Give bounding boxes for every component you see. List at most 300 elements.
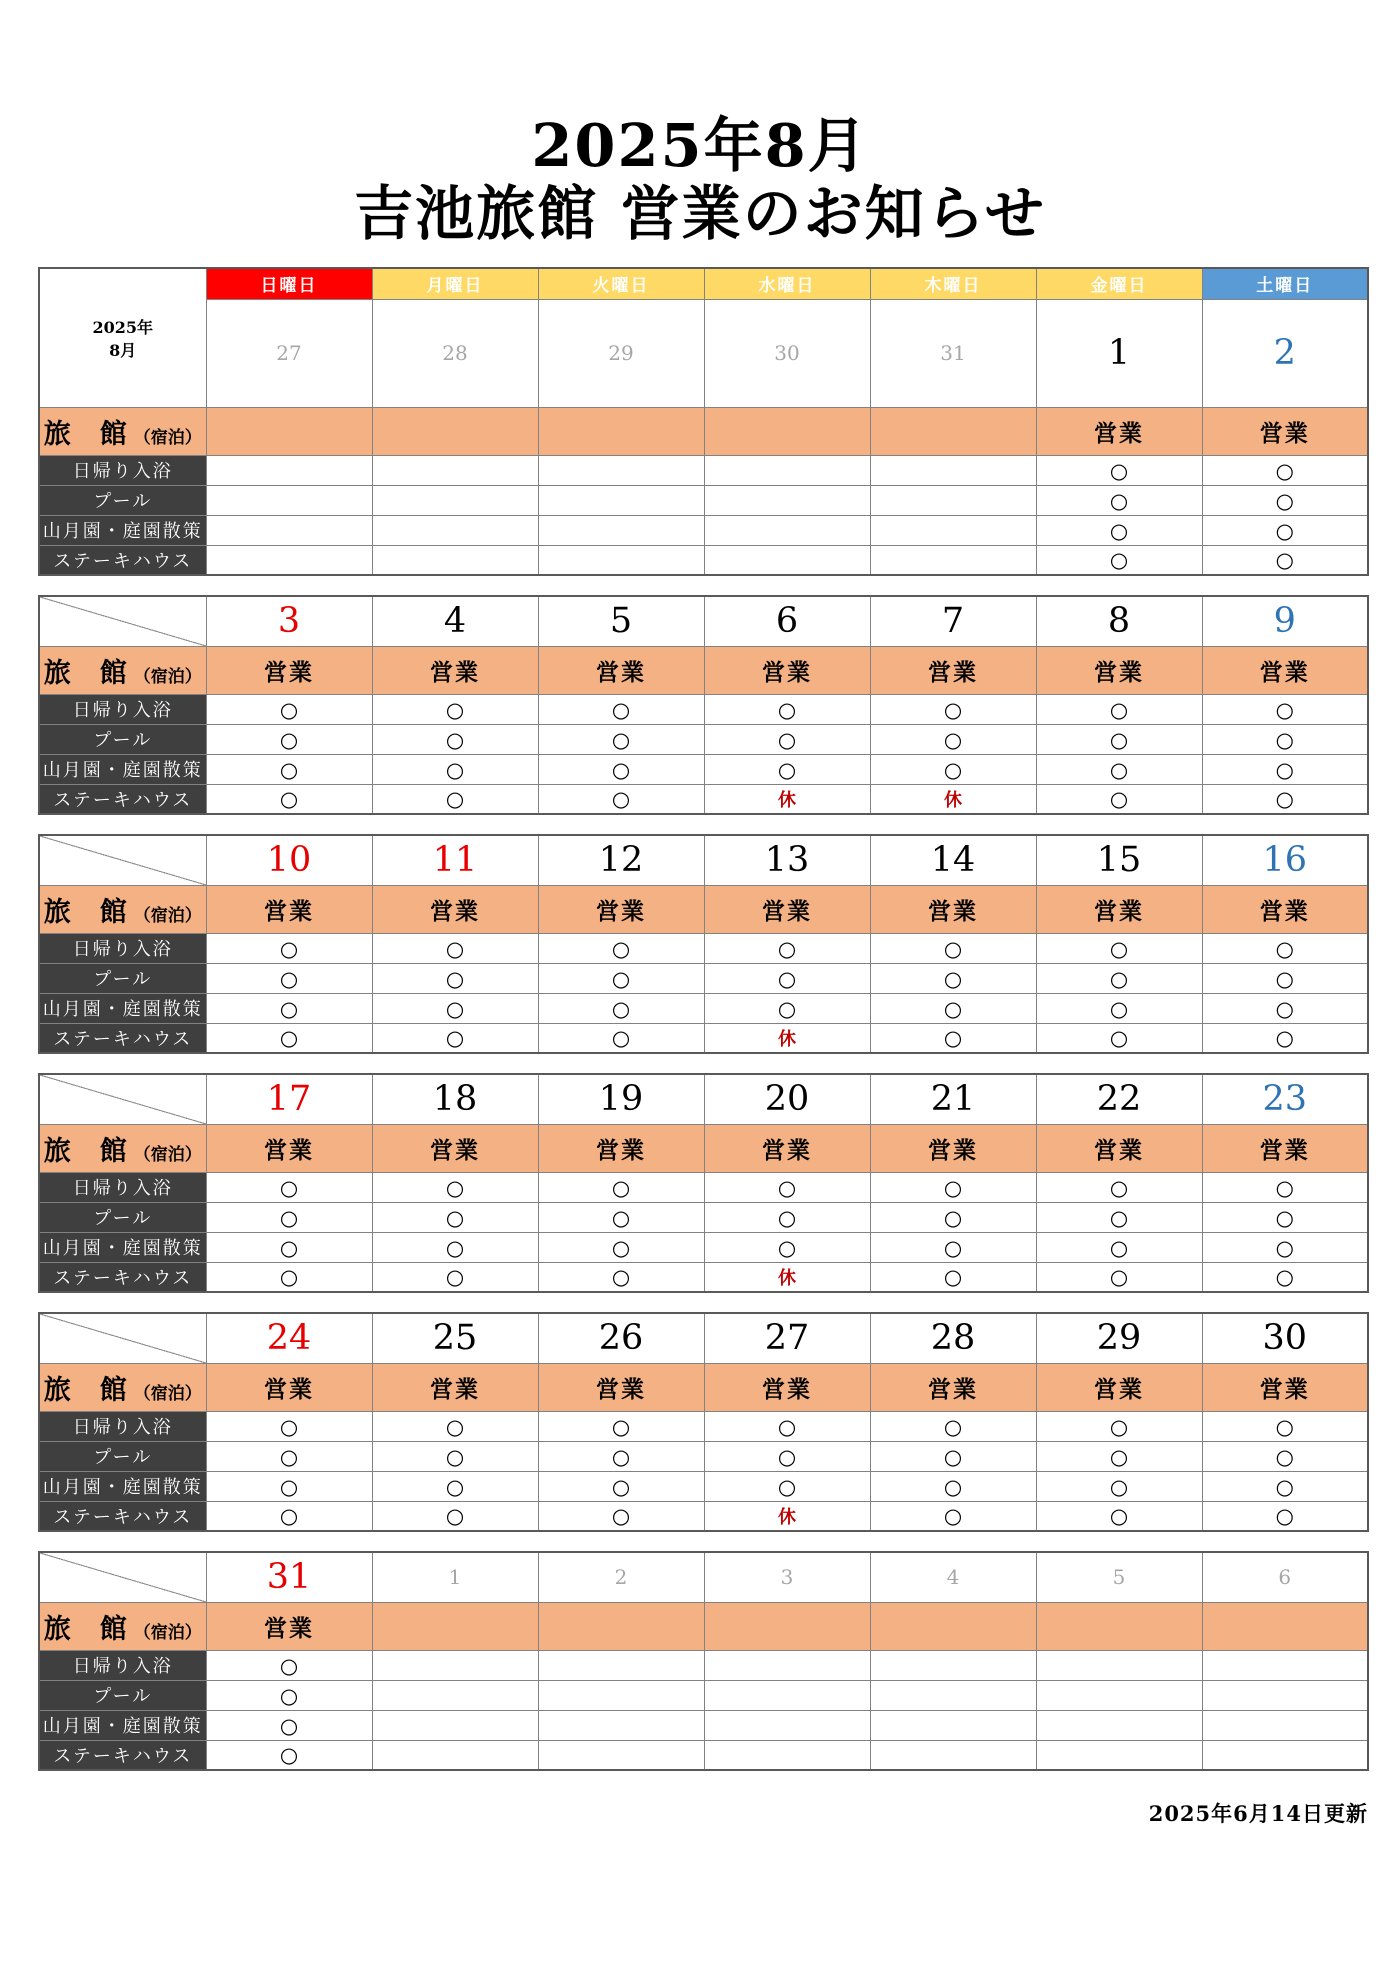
facility-row-1 bbox=[39, 1172, 1368, 1202]
corner-diagonal-cell bbox=[39, 596, 206, 646]
facility-row-4 bbox=[39, 1501, 1368, 1531]
date-cell: 6 bbox=[704, 596, 870, 646]
facility-row-4 bbox=[39, 784, 1368, 814]
ryokan-status-cell: 営業 bbox=[1036, 1363, 1202, 1411]
facility-row-3 bbox=[39, 1710, 1368, 1740]
week-block-4 bbox=[38, 1073, 1369, 1293]
facility-status-cell: ○ bbox=[206, 933, 372, 963]
ryokan-status-cell: 営業 bbox=[1202, 1124, 1368, 1172]
ryokan-label-main: 旅 館 bbox=[43, 1135, 128, 1167]
date-cell: 31 bbox=[870, 299, 1036, 407]
facility-status-cell: ○ bbox=[870, 754, 1036, 784]
facility-status-cell: ○ bbox=[870, 993, 1036, 1023]
date-cell: 4 bbox=[372, 596, 538, 646]
date-cell: 22 bbox=[1036, 1074, 1202, 1124]
facility-status-cell: ○ bbox=[538, 933, 704, 963]
date-cell: 28 bbox=[372, 299, 538, 407]
facility-row-label: プール bbox=[39, 485, 206, 515]
date-cell: 8 bbox=[1036, 596, 1202, 646]
facility-status-cell: ○ bbox=[372, 754, 538, 784]
date-cell: 18 bbox=[372, 1074, 538, 1124]
facility-status-cell: ○ bbox=[1202, 515, 1368, 545]
facility-row-4 bbox=[39, 1740, 1368, 1770]
date-cell: 14 bbox=[870, 835, 1036, 885]
facility-status-cell bbox=[704, 515, 870, 545]
facility-status-cell: ○ bbox=[870, 1232, 1036, 1262]
facility-status-cell: ○ bbox=[704, 993, 870, 1023]
year-label: 2025年 bbox=[92, 317, 154, 337]
date-cell: 23 bbox=[1202, 1074, 1368, 1124]
ryokan-status-cell: 営業 bbox=[1036, 407, 1202, 455]
facility-status-cell: ○ bbox=[538, 993, 704, 1023]
facility-status-cell: ○ bbox=[1202, 1232, 1368, 1262]
facility-status-cell: ○ bbox=[1036, 545, 1202, 575]
day-header-cell-4: 水曜日 bbox=[704, 268, 870, 299]
facility-row-1 bbox=[39, 455, 1368, 485]
ryokan-row-label bbox=[39, 885, 206, 933]
facility-status-cell: ○ bbox=[1036, 784, 1202, 814]
facility-status-cell: ○ bbox=[1036, 754, 1202, 784]
title-line-notice: 吉池旅館 営業のお知らせ bbox=[354, 179, 1046, 249]
date-cell: 7 bbox=[870, 596, 1036, 646]
facility-status-cell bbox=[1036, 1740, 1202, 1770]
facility-status-cell: ○ bbox=[538, 784, 704, 814]
facility-status-cell: ○ bbox=[704, 754, 870, 784]
facility-status-cell: ○ bbox=[1036, 1262, 1202, 1292]
facility-status-cell: ○ bbox=[372, 694, 538, 724]
facility-status-cell: ○ bbox=[206, 1262, 372, 1292]
facility-status-cell: ○ bbox=[206, 694, 372, 724]
facility-status-cell: ○ bbox=[1202, 1471, 1368, 1501]
facility-status-cell: ○ bbox=[206, 1441, 372, 1471]
date-cell: 27 bbox=[206, 299, 372, 407]
ryokan-status-cell: 営業 bbox=[1036, 646, 1202, 694]
date-cell: 19 bbox=[538, 1074, 704, 1124]
facility-status-cell bbox=[372, 1680, 538, 1710]
ryokan-status-cell: 営業 bbox=[704, 1363, 870, 1411]
facility-status-cell: ○ bbox=[206, 724, 372, 754]
facility-status-cell: ○ bbox=[538, 694, 704, 724]
facility-status-cell: ○ bbox=[206, 1471, 372, 1501]
facility-status-cell: ○ bbox=[1202, 1202, 1368, 1232]
facility-status-cell: ○ bbox=[372, 1262, 538, 1292]
facility-row-label: 日帰り入浴 bbox=[39, 933, 206, 963]
day-header-cell-2: 月曜日 bbox=[372, 268, 538, 299]
facility-row-3 bbox=[39, 515, 1368, 545]
facility-status-cell: ○ bbox=[870, 1023, 1036, 1053]
facility-status-cell: ○ bbox=[1036, 933, 1202, 963]
calendar-table-area bbox=[38, 267, 1370, 1790]
facility-status-cell: ○ bbox=[1036, 1172, 1202, 1202]
facility-status-cell bbox=[206, 485, 372, 515]
date-cell: 13 bbox=[704, 835, 870, 885]
facility-status-cell: ○ bbox=[372, 933, 538, 963]
date-cell: 29 bbox=[538, 299, 704, 407]
dates-row bbox=[39, 596, 1368, 646]
facility-row-label: プール bbox=[39, 1441, 206, 1471]
facility-status-cell bbox=[1202, 1650, 1368, 1680]
facility-status-cell bbox=[870, 515, 1036, 545]
facility-status-cell: ○ bbox=[1202, 1501, 1368, 1531]
ryokan-status-cell: 営業 bbox=[704, 646, 870, 694]
date-cell: 3 bbox=[206, 596, 372, 646]
ryokan-status-cell: 営業 bbox=[372, 1363, 538, 1411]
facility-row-label: ステーキハウス bbox=[39, 1740, 206, 1770]
date-cell: 5 bbox=[1036, 1552, 1202, 1602]
facility-status-cell: ○ bbox=[870, 1501, 1036, 1531]
ryokan-status-cell bbox=[870, 1602, 1036, 1650]
facility-status-cell: 休 bbox=[704, 784, 870, 814]
facility-status-cell: ○ bbox=[1036, 1232, 1202, 1262]
facility-row-label: ステーキハウス bbox=[39, 545, 206, 575]
facility-status-cell: ○ bbox=[372, 1232, 538, 1262]
ryokan-label-sub: （宿泊） bbox=[127, 427, 202, 448]
facility-status-cell: ○ bbox=[206, 963, 372, 993]
facility-status-cell: 休 bbox=[704, 1023, 870, 1053]
facility-status-cell bbox=[870, 1710, 1036, 1740]
facility-row-label: 山月園・庭園散策 bbox=[39, 1471, 206, 1501]
facility-status-cell: ○ bbox=[372, 1023, 538, 1053]
ryokan-label-main: 旅 館 bbox=[43, 896, 128, 928]
ryokan-status-cell bbox=[538, 1602, 704, 1650]
ryokan-status-cell: 営業 bbox=[372, 885, 538, 933]
facility-status-cell: ○ bbox=[1202, 694, 1368, 724]
facility-row-1 bbox=[39, 1650, 1368, 1680]
ryokan-status-cell: 営業 bbox=[1036, 885, 1202, 933]
title-line-month: 2025年8月 bbox=[531, 111, 869, 180]
facility-status-cell: ○ bbox=[870, 933, 1036, 963]
facility-status-cell: ○ bbox=[538, 1172, 704, 1202]
date-cell: 6 bbox=[1202, 1552, 1368, 1602]
facility-status-cell: ○ bbox=[372, 993, 538, 1023]
facility-status-cell: ○ bbox=[1202, 1023, 1368, 1053]
date-cell: 11 bbox=[372, 835, 538, 885]
facility-status-cell bbox=[372, 485, 538, 515]
ryokan-status-cell: 営業 bbox=[870, 1363, 1036, 1411]
facility-status-cell bbox=[538, 515, 704, 545]
ryokan-status-cell: 営業 bbox=[538, 1124, 704, 1172]
facility-status-cell: ○ bbox=[1202, 1172, 1368, 1202]
ryokan-label-main: 旅 館 bbox=[43, 1613, 128, 1645]
facility-status-cell: ○ bbox=[206, 1650, 372, 1680]
ryokan-status-cell: 営業 bbox=[206, 1363, 372, 1411]
dates-row bbox=[39, 835, 1368, 885]
ryokan-status-cell bbox=[538, 407, 704, 455]
facility-row-label: プール bbox=[39, 1202, 206, 1232]
ryokan-label-main: 旅 館 bbox=[43, 418, 128, 450]
facility-status-cell: ○ bbox=[1202, 993, 1368, 1023]
date-cell: 12 bbox=[538, 835, 704, 885]
facility-status-cell: ○ bbox=[1036, 694, 1202, 724]
facility-row-label: ステーキハウス bbox=[39, 1262, 206, 1292]
facility-status-cell: ○ bbox=[538, 724, 704, 754]
week-block-1 bbox=[38, 267, 1369, 576]
facility-row-1 bbox=[39, 694, 1368, 724]
corner-diagonal-cell bbox=[39, 1074, 206, 1124]
facility-status-cell bbox=[704, 1680, 870, 1710]
facility-status-cell bbox=[372, 515, 538, 545]
ryokan-status-cell: 営業 bbox=[206, 646, 372, 694]
ryokan-status-cell: 営業 bbox=[372, 1124, 538, 1172]
facility-row-3 bbox=[39, 1232, 1368, 1262]
facility-status-cell bbox=[372, 1710, 538, 1740]
facility-status-cell: ○ bbox=[1036, 1471, 1202, 1501]
facility-status-cell: ○ bbox=[538, 1202, 704, 1232]
ryokan-row bbox=[39, 1602, 1368, 1650]
ryokan-status-cell bbox=[1202, 1602, 1368, 1650]
facility-row-label: 山月園・庭園散策 bbox=[39, 993, 206, 1023]
ryokan-status-cell: 営業 bbox=[704, 885, 870, 933]
facility-status-cell bbox=[870, 455, 1036, 485]
ryokan-status-cell: 営業 bbox=[1036, 1124, 1202, 1172]
date-cell: 5 bbox=[538, 596, 704, 646]
ryokan-label-sub: （宿泊） bbox=[127, 666, 202, 687]
facility-status-cell: ○ bbox=[538, 1471, 704, 1501]
facility-status-cell: ○ bbox=[538, 1232, 704, 1262]
date-cell: 4 bbox=[870, 1552, 1036, 1602]
date-cell: 24 bbox=[206, 1313, 372, 1363]
ryokan-status-cell: 営業 bbox=[870, 1124, 1036, 1172]
facility-status-cell: ○ bbox=[1202, 1262, 1368, 1292]
facility-status-cell bbox=[1202, 1740, 1368, 1770]
ryokan-row bbox=[39, 1124, 1368, 1172]
facility-row-label: 日帰り入浴 bbox=[39, 1650, 206, 1680]
ryokan-status-cell: 営業 bbox=[538, 885, 704, 933]
facility-status-cell: ○ bbox=[372, 1441, 538, 1471]
facility-status-cell: ○ bbox=[1036, 963, 1202, 993]
facility-status-cell: ○ bbox=[1202, 784, 1368, 814]
facility-status-cell: ○ bbox=[1202, 485, 1368, 515]
facility-status-cell bbox=[538, 545, 704, 575]
update-date-note: 2025年6月14日更新 bbox=[1148, 1801, 1368, 1826]
ryokan-status-cell bbox=[870, 407, 1036, 455]
facility-status-cell: ○ bbox=[538, 1262, 704, 1292]
ryokan-row bbox=[39, 1363, 1368, 1411]
facility-status-cell: ○ bbox=[206, 993, 372, 1023]
facility-status-cell bbox=[704, 1710, 870, 1740]
year-month-cell bbox=[39, 268, 206, 407]
facility-status-cell: ○ bbox=[870, 1471, 1036, 1501]
facility-row-2 bbox=[39, 963, 1368, 993]
facility-row-2 bbox=[39, 724, 1368, 754]
facility-status-cell: 休 bbox=[704, 1262, 870, 1292]
facility-status-cell: ○ bbox=[1036, 515, 1202, 545]
facility-row-label: 日帰り入浴 bbox=[39, 694, 206, 724]
facility-row-label: 山月園・庭園散策 bbox=[39, 1232, 206, 1262]
ryokan-status-cell bbox=[704, 407, 870, 455]
facility-status-cell: ○ bbox=[538, 1501, 704, 1531]
day-header-cell-7: 土曜日 bbox=[1202, 268, 1368, 299]
ryokan-label-sub: （宿泊） bbox=[127, 905, 202, 926]
facility-row-2 bbox=[39, 1680, 1368, 1710]
facility-status-cell bbox=[206, 455, 372, 485]
facility-row-4 bbox=[39, 1262, 1368, 1292]
facility-status-cell: ○ bbox=[372, 1172, 538, 1202]
date-cell: 30 bbox=[1202, 1313, 1368, 1363]
facility-status-cell: ○ bbox=[1036, 724, 1202, 754]
facility-row-4 bbox=[39, 1023, 1368, 1053]
date-cell: 30 bbox=[704, 299, 870, 407]
facility-status-cell: ○ bbox=[704, 1441, 870, 1471]
facility-status-cell: ○ bbox=[704, 1232, 870, 1262]
ryokan-row-label bbox=[39, 1602, 206, 1650]
date-cell: 9 bbox=[1202, 596, 1368, 646]
facility-row-label: プール bbox=[39, 724, 206, 754]
facility-status-cell bbox=[538, 1680, 704, 1710]
facility-status-cell bbox=[870, 1740, 1036, 1770]
facility-status-cell: ○ bbox=[704, 933, 870, 963]
facility-status-cell: ○ bbox=[870, 1441, 1036, 1471]
ryokan-status-cell: 営業 bbox=[538, 1363, 704, 1411]
facility-status-cell bbox=[372, 1650, 538, 1680]
facility-status-cell: ○ bbox=[1202, 545, 1368, 575]
date-cell: 1 bbox=[1036, 299, 1202, 407]
day-header-cell-5: 木曜日 bbox=[870, 268, 1036, 299]
facility-status-cell: ○ bbox=[704, 1471, 870, 1501]
facility-status-cell: ○ bbox=[206, 1232, 372, 1262]
facility-status-cell: ○ bbox=[206, 784, 372, 814]
corner-diagonal-cell bbox=[39, 1552, 206, 1602]
week-block-6 bbox=[38, 1551, 1369, 1771]
facility-status-cell: ○ bbox=[704, 963, 870, 993]
facility-row-2 bbox=[39, 485, 1368, 515]
facility-status-cell: ○ bbox=[704, 694, 870, 724]
ryokan-status-cell: 営業 bbox=[206, 885, 372, 933]
date-cell: 31 bbox=[206, 1552, 372, 1602]
date-cell: 1 bbox=[372, 1552, 538, 1602]
facility-status-cell: ○ bbox=[1202, 754, 1368, 784]
facility-status-cell: ○ bbox=[704, 1411, 870, 1441]
facility-status-cell: ○ bbox=[1202, 963, 1368, 993]
ryokan-row-label bbox=[39, 407, 206, 455]
facility-status-cell: ○ bbox=[538, 1411, 704, 1441]
ryokan-label-sub: （宿泊） bbox=[127, 1383, 202, 1404]
week-block-5 bbox=[38, 1312, 1369, 1532]
facility-status-cell: ○ bbox=[870, 1202, 1036, 1232]
ryokan-status-cell: 営業 bbox=[206, 1124, 372, 1172]
ryokan-status-cell bbox=[372, 1602, 538, 1650]
facility-status-cell: ○ bbox=[1036, 1501, 1202, 1531]
facility-status-cell bbox=[870, 1650, 1036, 1680]
ryokan-status-cell: 営業 bbox=[1202, 1363, 1368, 1411]
dates-row bbox=[39, 1552, 1368, 1602]
ryokan-row bbox=[39, 885, 1368, 933]
facility-status-cell: ○ bbox=[1036, 1441, 1202, 1471]
facility-status-cell: ○ bbox=[372, 963, 538, 993]
facility-status-cell bbox=[704, 1650, 870, 1680]
facility-status-cell bbox=[870, 1680, 1036, 1710]
facility-status-cell bbox=[538, 1710, 704, 1740]
facility-status-cell: ○ bbox=[1036, 1023, 1202, 1053]
facility-status-cell: ○ bbox=[1202, 724, 1368, 754]
ryokan-status-cell: 営業 bbox=[372, 646, 538, 694]
ryokan-status-cell: 営業 bbox=[538, 646, 704, 694]
date-cell: 10 bbox=[206, 835, 372, 885]
ryokan-status-cell: 営業 bbox=[206, 1602, 372, 1650]
dates-row bbox=[39, 1313, 1368, 1363]
facility-status-cell bbox=[538, 485, 704, 515]
facility-status-cell: ○ bbox=[870, 724, 1036, 754]
facility-status-cell: ○ bbox=[538, 1023, 704, 1053]
facility-status-cell: ○ bbox=[1202, 1441, 1368, 1471]
ryokan-row-label bbox=[39, 1124, 206, 1172]
facility-status-cell bbox=[704, 545, 870, 575]
date-cell: 21 bbox=[870, 1074, 1036, 1124]
facility-status-cell: ○ bbox=[372, 1202, 538, 1232]
facility-row-3 bbox=[39, 754, 1368, 784]
facility-status-cell: 休 bbox=[704, 1501, 870, 1531]
facility-status-cell bbox=[704, 455, 870, 485]
facility-status-cell bbox=[206, 515, 372, 545]
facility-status-cell: ○ bbox=[372, 724, 538, 754]
ryokan-label-sub: （宿泊） bbox=[127, 1144, 202, 1165]
facility-status-cell bbox=[1202, 1680, 1368, 1710]
facility-row-2 bbox=[39, 1202, 1368, 1232]
facility-row-1 bbox=[39, 933, 1368, 963]
facility-status-cell: ○ bbox=[206, 754, 372, 784]
corner-diagonal-cell bbox=[39, 1313, 206, 1363]
facility-row-1 bbox=[39, 1411, 1368, 1441]
facility-status-cell: ○ bbox=[870, 1172, 1036, 1202]
ryokan-status-cell: 営業 bbox=[870, 885, 1036, 933]
facility-status-cell bbox=[704, 485, 870, 515]
ryokan-status-cell: 営業 bbox=[1202, 646, 1368, 694]
ryokan-label-main: 旅 館 bbox=[43, 657, 128, 689]
ryokan-status-cell bbox=[704, 1602, 870, 1650]
facility-row-label: ステーキハウス bbox=[39, 1023, 206, 1053]
facility-status-cell: ○ bbox=[372, 784, 538, 814]
date-cell: 16 bbox=[1202, 835, 1368, 885]
facility-status-cell: ○ bbox=[538, 963, 704, 993]
ryokan-label-sub: （宿泊） bbox=[127, 1622, 202, 1643]
facility-status-cell: ○ bbox=[206, 1172, 372, 1202]
day-header-cell-3: 火曜日 bbox=[538, 268, 704, 299]
weekday-header-row bbox=[39, 268, 1368, 299]
facility-status-cell bbox=[704, 1740, 870, 1770]
ryokan-status-cell: 営業 bbox=[1202, 407, 1368, 455]
facility-status-cell: ○ bbox=[206, 1023, 372, 1053]
facility-status-cell: ○ bbox=[372, 1501, 538, 1531]
facility-row-2 bbox=[39, 1441, 1368, 1471]
facility-row-label: 日帰り入浴 bbox=[39, 455, 206, 485]
facility-status-cell: ○ bbox=[538, 1441, 704, 1471]
facility-status-cell bbox=[372, 455, 538, 485]
facility-status-cell: ○ bbox=[1036, 485, 1202, 515]
ryokan-status-cell: 営業 bbox=[870, 646, 1036, 694]
date-cell: 28 bbox=[870, 1313, 1036, 1363]
facility-row-4 bbox=[39, 545, 1368, 575]
facility-row-label: プール bbox=[39, 1680, 206, 1710]
date-cell: 20 bbox=[704, 1074, 870, 1124]
facility-row-3 bbox=[39, 993, 1368, 1023]
date-cell: 2 bbox=[1202, 299, 1368, 407]
facility-row-label: 日帰り入浴 bbox=[39, 1172, 206, 1202]
facility-status-cell: ○ bbox=[372, 1411, 538, 1441]
ryokan-status-cell bbox=[206, 407, 372, 455]
facility-status-cell bbox=[372, 545, 538, 575]
facility-status-cell: ○ bbox=[704, 724, 870, 754]
facility-status-cell: ○ bbox=[1202, 1411, 1368, 1441]
facility-row-label: プール bbox=[39, 963, 206, 993]
facility-status-cell: ○ bbox=[870, 1262, 1036, 1292]
facility-row-label: ステーキハウス bbox=[39, 784, 206, 814]
facility-status-cell bbox=[1036, 1680, 1202, 1710]
facility-status-cell: ○ bbox=[1036, 993, 1202, 1023]
dates-row bbox=[39, 1074, 1368, 1124]
facility-status-cell bbox=[870, 545, 1036, 575]
facility-status-cell: ○ bbox=[1036, 1411, 1202, 1441]
facility-status-cell: ○ bbox=[206, 1202, 372, 1232]
